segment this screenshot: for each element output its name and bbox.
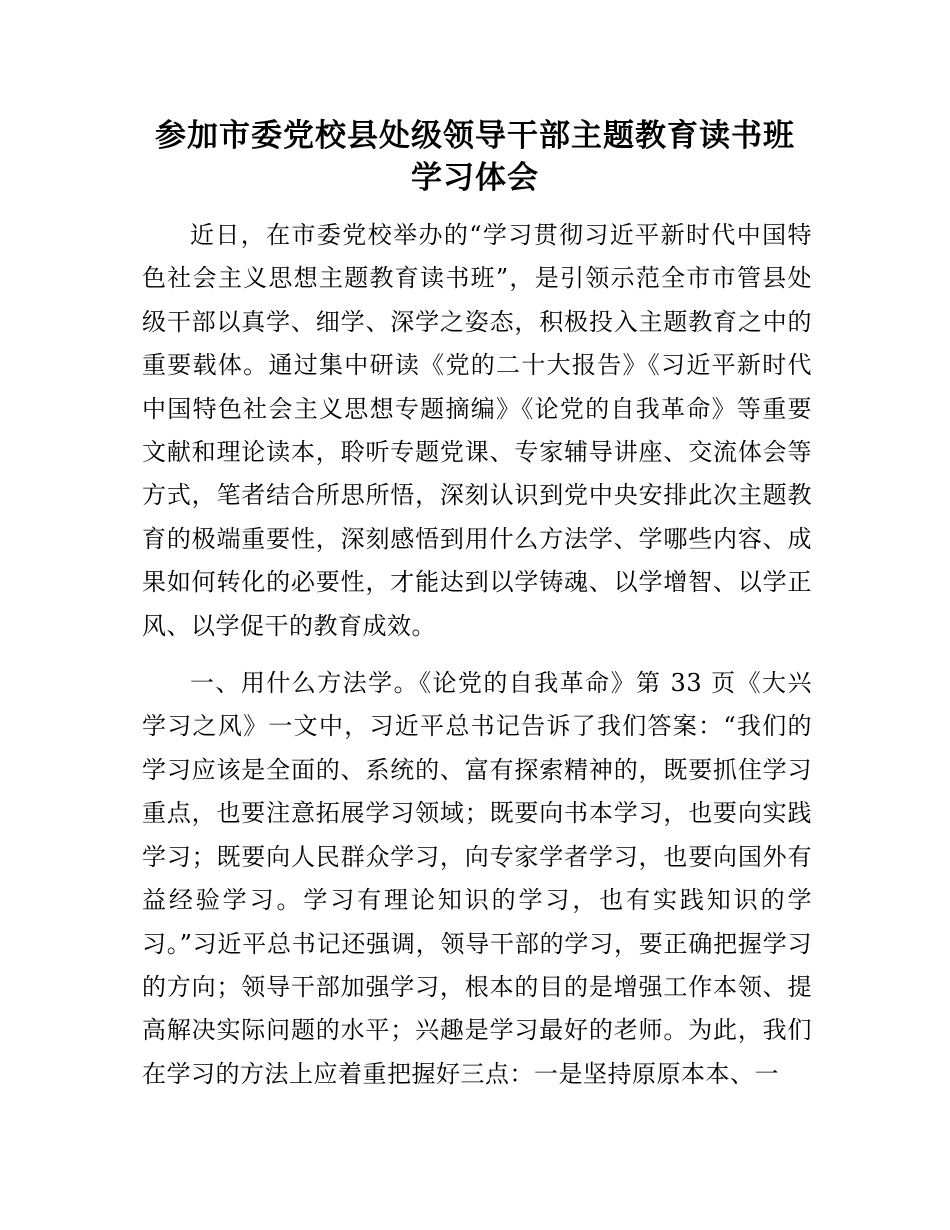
paragraph-intro: 近日，在市委党校举办的“学习贯彻习近平新时代中国特色社会主义思想主题教育读书班”，是引领示范全市市管县处级干部以真学、细学、深学之姿态，积极投入主题教育之中的重要载体。通过集中研读《党的二十大报告》《习近平新时代中国特色社会主义思想专题摘编》《论党的自我革命》等重要文献和理论读本，聆听专题党课、专家辅导讲座、交流体会等方式，笔者结合所思所悟，深刻认识到党中央安排此次主题教育的极端重要性，深刻感悟到用什么方法学、学哪些内容、成果如何转化的必要性，才能达到以学铸魂、以学增智、以学正风、以学促干的教育成效。 xyxy=(142,221,812,640)
paragraph-section-1: 一、用什么方法学。《论党的自我革命》第 33 页《大兴学习之风》一文中，习近平总书记告诉了我们答案：“我们的学习应该是全面的、系统的、富有探索精神的，既要抓住学习重点，也要注意拓展学习领域；既要向书本学习，也要向实践学习；既要向人民群众学习，向专家学者学习，也要向国外有益经验学习。学习有理论知识的学习，也有实践知识的学习。”习近平总书记还强调，领导干部的学习，要正确把握学习的方向；领导干部加强学习，根本的目的是增强工作本领、提高解决实际问题的水平；兴趣是学习最好的老师。为此，我们在学习的方法上应着重把握好三点：一是坚持原原本本、一 xyxy=(142,669,812,1088)
document-title-line-1: 参加市委党校县处级领导干部主题教育读书班 xyxy=(155,118,795,154)
document-title-line-2: 学习体会 xyxy=(411,160,539,196)
document-body xyxy=(142,214,812,1096)
